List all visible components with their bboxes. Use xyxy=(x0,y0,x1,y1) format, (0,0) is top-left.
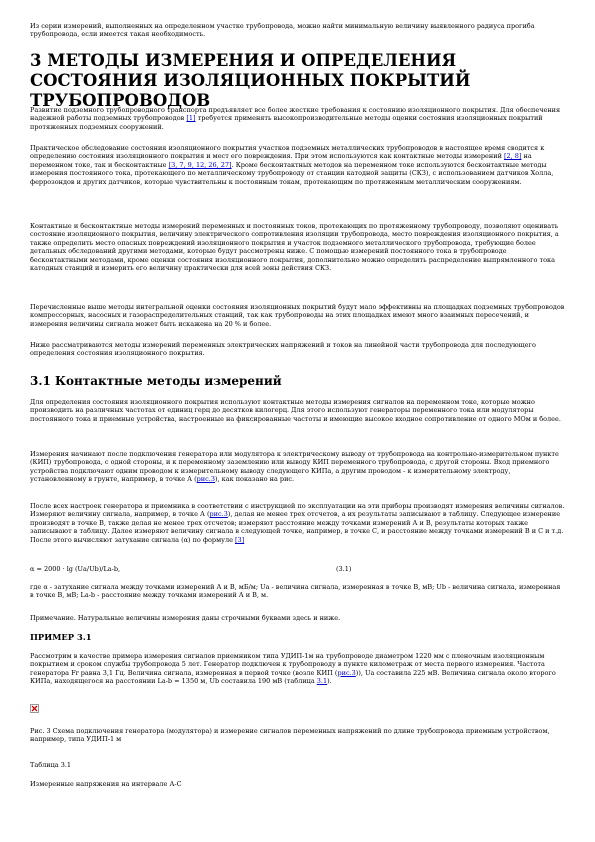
text-run: на переменном токе, так и бесконтактные xyxy=(30,152,532,169)
figure-link[interactable]: рис.3 xyxy=(337,668,356,677)
note: Примечание. Натуральные величины измерения даны строчными буквами здесь и ниже. xyxy=(30,614,341,622)
reference-link[interactable]: [2, 8] xyxy=(503,152,522,161)
intro-paragraph: Из серии измерений, выполненных на определенном участке трубопровода, можно найти минимальную величину выявленного радиуса прогиба трубопровода, если имеется такая необходимость. xyxy=(30,22,535,39)
figure-link[interactable]: рис.3 xyxy=(196,475,215,484)
reference-link[interactable]: [1] xyxy=(186,114,196,123)
text-run: ), как показано на рис. xyxy=(214,475,295,484)
text-run: требуется применять высокопроизводительные методы оценки состояния изоляционных покрытий протяженных подземных сооружений. xyxy=(30,114,543,131)
figure-link[interactable]: рис.3 xyxy=(209,510,228,519)
text-run: Развитие подземного трубопроводного транспорта предъявляет все более жесткие требования к состоянию изоляционного покрытия. Для обеспечения надежной работы подземных трубопроводов xyxy=(30,106,561,123)
text-run: Практическое обследование состояния изоляционного покрытия участков подземных металлических трубопроводов в настоящее время сводится к определению состояния изоляционного покрытия и мест его повреждения. При этом используются как контактные методы измерений xyxy=(30,144,545,161)
section-paragraph-1 xyxy=(30,106,565,131)
reference-link[interactable]: [3] xyxy=(235,535,245,544)
section-paragraph-5: Ниже рассматриваются методы измерений переменных электрических напряжений и токов на линейной части трубопровода для последующего определения состояния изоляционного покрытия. xyxy=(30,341,536,358)
example-title: ПРИМЕР 3.1 xyxy=(30,632,92,642)
section-paragraph-3: Контактные и бесконтактные методы измерений переменных и постоянных токов, протекающих по протяженному трубопроводу, позволяют оценивать состояние изоляционного покрытия, величину электрического сопротивления изоляции трубопровода, место повреждения изоляционного покрытия, а также определить место опасных повреждений изоляционного покрытия и участок подземного металлического трубопровода, требующие более детальных обследований другими методами, которые будут рассмотрены ниже. С помощью измерений постоянного тока в трубопроводе бесконтактными методами, кроме оценки состояния изоляционного покрытия, дополнительно можно определить распределение выпрямленного тока катодных станций и измерить его величину практически для всей зоны действия СКЗ. xyxy=(30,222,559,273)
reference-link[interactable]: [3, 7, 9, 12, 26, 27] xyxy=(168,160,232,169)
text-run: Рассмотрим в качестве примера измерения сигналов приемником типа УДИП-1м на трубопроводе диаметром 1220 мм с пленочным изоляционным покрытием и сроком службы трубопровода 5 лет. Генератор подключен к трубопроводу в пункте километраж от места первого измерения. Частота генератора Fr равна 3,1 Гц. Величина сигнала, измеренная в первой точке (возле КИП ( xyxy=(30,652,545,677)
section-title: 3 МЕТОДЫ ИЗМЕРЕНИЯ И ОПРЕДЕЛЕНИЯ СОСТОЯНИЯ ИЗОЛЯЦИОННЫХ ПОКРЫТИЙ ТРУБОПРОВОДОВ xyxy=(30,51,471,110)
text-run: )), Ua составила 225 мВ. Величина сигнала около второго КИПа, находящегося на расстоянии La-b = 1350 м, Ub составила 190 мВ (таблица xyxy=(30,668,556,686)
subsection-paragraph-2 xyxy=(30,450,565,484)
text-run: После всех настроек генератора и приемника в соответствии с инструкцией по эксплуатации на эти приборы производят измерения величины сигналов. Измеряют величину сигнала, например, в точке А ( xyxy=(30,502,565,519)
broken-image-icon[interactable] xyxy=(30,704,39,713)
formula-number: (3.1) xyxy=(336,565,352,573)
subsection-title: 3.1 Контактные методы измерений xyxy=(30,374,282,388)
example-paragraph xyxy=(30,652,565,686)
formula: α = 2000 · lg (Ua/Ub)/La-b, xyxy=(30,565,121,573)
table-heading: Измеренные напряжения на интервале А-С xyxy=(30,780,182,788)
section-paragraph-4: Перечисленные выше методы интегральной оценки состояния изоляционных покрытий будут мало эффективны на площадках подземных трубопроводов компрессорных, насосных и газораспределительных станций, так как трубопроводы на этих площадках имеют много взаимных пересечений, и измерения величины сигнала может быть искажена на 20 % и более. xyxy=(30,303,565,328)
figure-caption: Рис. 3 Схема подключения генератора (модулятора) и измерение сигналов переменных напряжений по длине трубопровода приемным устройством, например, типа УДИП-1 м xyxy=(30,727,550,744)
table-title: Таблица 3.1 xyxy=(30,761,72,769)
subsection-paragraph-1: Для определения состояния изоляционного покрытия используют контактные методы измерения сигналов на переменном токе, которые можно производить на различных частотах от единиц герц до десятков килогерц. Для этого используют генераторы переменного тока или модуляторы постоянного тока и приемные устройства, настроенные на фиксированные частоты и имеющие высокое входное сопротивление от одного МОм и более. xyxy=(30,398,561,423)
table-link[interactable]: 3.1 xyxy=(316,677,328,686)
formula-legend: где α - затухание сигнала между точками измерений А и В, мБ/м; Ua - величина сигнала, измеренная в точке В, мВ; Ub - величина сигнала, измеренная в точке В, мВ; La-b - расстояние между точками измерений А и В, м. xyxy=(30,583,561,600)
text-run: Измерения начинают после подключения генератора или модулятора к электрическому выводу от трубопровода на контрольно-измерительном пункте (КИП) трубопровода, с одной стороны, и к переменному заземлению или выводу КИП переменного трубопровода, с другой стороны. Вход приемного устройства подключают одним проводом к измерительному выводу следующего КИПа, а другим проводом - к измерительному электроду, установленному в грунте, например, в точке А ( xyxy=(30,450,559,484)
text-run: . Кроме бесконтактных методов на переменном токе используются бесконтактные методы измерения постоянного тока, протекающего по металлическому трубопроводу от станции катодной защиты (СКЗ), с использованием датчиков Холла, феррозондов и других датчиков, которые чувствительны к постоянным токам, протекающим по протяженным металлическим сооружениям. xyxy=(30,160,554,186)
section-paragraph-2 xyxy=(30,144,565,186)
text-run: ), делая не менее трех отсчетов, а их результаты записывают в таблицу. Следующее измерение производят в точке В, также делая не менее трех отсчетов; измеряют расстояние между точками измерений А и В, результаты которых также записывают в таблицу. Далее измеряют величину сигнала в следующей точке, например, в точке С, и расстояние между точками измерений В и С и т.д. После этого вычисляют затухание сигнала (α) по формуле xyxy=(30,510,564,544)
text-run: ). xyxy=(327,677,332,686)
subsection-paragraph-3 xyxy=(30,502,565,544)
